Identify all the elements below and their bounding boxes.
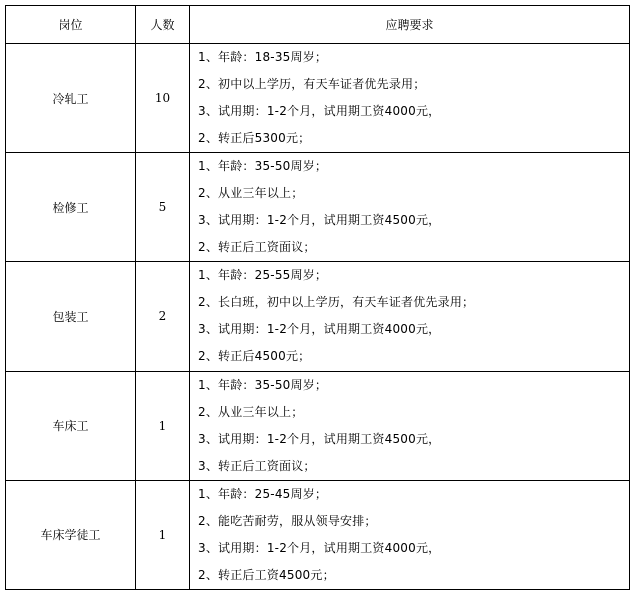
header-count: 人数	[136, 6, 190, 44]
requirement-line: 1、年龄：25-55周岁；	[198, 268, 328, 283]
requirement-line: 3、试用期：1-2个月，试用期工资4500元，	[198, 431, 441, 446]
requirements-cell	[190, 153, 630, 262]
header-requirements: 应聘要求	[190, 6, 630, 44]
requirement-line: 3、转正后工资面议；	[198, 458, 316, 473]
requirement-line: 2、长白班，初中以上学历，有天车证者优先录用；	[198, 295, 475, 310]
requirement-line: 3、试用期：1-2个月，试用期工资4000元，	[198, 540, 441, 555]
requirements-cell	[190, 480, 630, 589]
table-row	[6, 371, 630, 480]
requirement-line: 2、从业三年以上；	[198, 186, 304, 201]
requirement-line: 3、试用期：1-2个月，试用期工资4000元，	[198, 322, 441, 337]
header-position: 岗位	[6, 6, 136, 44]
requirements-cell	[190, 44, 630, 153]
requirements-cell	[190, 262, 630, 371]
requirement-line: 2、转正后工资面议；	[198, 240, 316, 255]
table-row	[6, 262, 630, 371]
table-row	[6, 153, 630, 262]
requirement-line: 1、年龄：35-50周岁；	[198, 377, 328, 392]
requirement-line: 2、初中以上学历，有天车证者优先录用；	[198, 77, 426, 91]
table-row	[6, 480, 630, 589]
requirement-line: 2、转正后4500元；	[198, 349, 311, 364]
count-cell: 5	[136, 153, 190, 262]
requirement-line: 2、转正后5300元；	[198, 131, 311, 145]
requirement-line: 2、能吃苦耐劳，服从领导安排；	[198, 513, 377, 528]
header-row	[6, 6, 630, 44]
requirement-line: 3、试用期：1-2个月，试用期工资4500元，	[198, 213, 441, 228]
requirement-line: 2、转正后工资4500元；	[198, 567, 335, 582]
requirement-line: 1、年龄：35-50周岁；	[198, 159, 328, 174]
position-cell: 车床学徒工	[6, 480, 136, 589]
count-cell: 10	[136, 44, 190, 153]
recruitment-table	[5, 5, 630, 590]
table-row	[6, 44, 630, 153]
count-cell: 1	[136, 371, 190, 480]
requirement-line: 1、年龄：18-35周岁；	[198, 50, 328, 64]
requirement-line: 3、试用期：1-2个月，试用期工资4000元，	[198, 104, 441, 118]
position-cell: 包装工	[6, 262, 136, 371]
position-cell: 冷轧工	[6, 44, 136, 153]
requirement-line: 2、从业三年以上；	[198, 404, 304, 419]
count-cell: 1	[136, 480, 190, 589]
position-cell: 检修工	[6, 153, 136, 262]
requirements-cell	[190, 371, 630, 480]
count-cell: 2	[136, 262, 190, 371]
position-cell: 车床工	[6, 371, 136, 480]
requirement-line: 1、年龄：25-45周岁；	[198, 486, 328, 501]
